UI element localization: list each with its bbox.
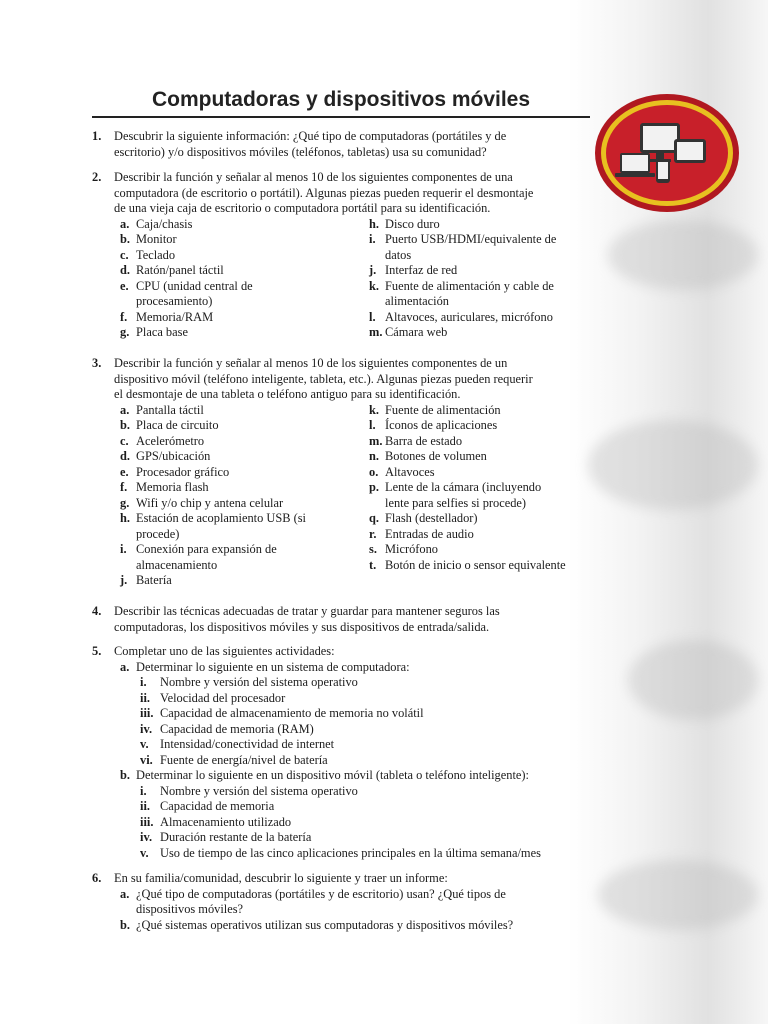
requirement-text-line: En su familia/comunidad, descubrir lo siguiente y traer un informe: [114, 871, 448, 885]
activity-subitem: Intensidad/conectividad de internet [160, 737, 335, 751]
question-letter: b. [120, 917, 130, 932]
requirement-text-line: de una vieja caja de escritorio o computadora portátil para su identificación. [114, 201, 491, 215]
activity-subitem: Uso de tiempo de las cinco aplicaciones principales en la última semana/mes [160, 845, 541, 860]
component-letter: o. [369, 464, 379, 479]
component-name: Monitor [136, 232, 177, 246]
question-letter: a. [120, 886, 130, 901]
component-letter: i. [369, 232, 376, 246]
component-name: Caja/chasis [136, 216, 193, 231]
component-name: Micrófono [385, 542, 438, 556]
component-letter: c. [120, 433, 129, 448]
component-name: datos [385, 247, 412, 262]
component-letter: t. [369, 557, 377, 572]
requirement-text-line: dispositivo móvil (teléfono inteligente, tableta, etc.). Algunas piezas pueden requerir [114, 371, 533, 386]
component-name: Placa de circuito [136, 418, 219, 432]
component-name: Fuente de alimentación y cable de [385, 278, 554, 293]
component-name: Altavoces [385, 464, 435, 479]
component-letter: j. [369, 263, 377, 277]
requirement-number: 1. [92, 129, 102, 143]
component-name: Puerto USB/HDMI/equivalente de [385, 232, 557, 246]
component-name: lente para selfies si procede) [385, 495, 527, 510]
requirement-text-line: computadora (de escritorio o portátil). Algunas piezas pueden requerir el desmontaje [114, 185, 534, 200]
activity-subitem: Duración restante de la batería [160, 830, 312, 844]
component-letter: g. [120, 325, 130, 339]
activity-subitem: Capacidad de memoria (RAM) [160, 721, 314, 736]
roman-numeral: iii. [140, 706, 154, 720]
component-name: Altavoces, auriculares, micrófono [385, 309, 553, 324]
activity-subitem: Capacidad de almacenamiento de memoria no volátil [160, 706, 424, 720]
component-name: Fuente de alimentación [385, 402, 501, 417]
component-name: alimentación [385, 294, 449, 308]
requirement-number: 5. [92, 644, 102, 658]
question-text: dispositivos móviles? [136, 902, 244, 916]
requirement-text-line: Describir la función y señalar al menos 10 de los siguientes componentes de una [114, 170, 513, 184]
component-letter: e. [120, 278, 129, 293]
component-name: Placa base [136, 325, 188, 339]
roman-numeral: v. [140, 737, 149, 751]
component-name: almacenamiento [136, 557, 218, 572]
component-name: Botones de volumen [385, 449, 487, 463]
component-name: procesamiento) [136, 294, 213, 308]
activity-letter: b. [120, 768, 130, 782]
component-name: Pantalla táctil [136, 402, 204, 417]
component-name: procede) [136, 526, 180, 541]
title-rule [92, 116, 590, 118]
component-name: Acelerómetro [136, 433, 205, 448]
activity-text: Determinar lo siguiente en un sistema de computadora: [136, 659, 410, 674]
component-letter: k. [369, 278, 379, 293]
activity-subitem: Velocidad del procesador [160, 690, 286, 705]
component-name: Flash (destellador) [385, 511, 478, 525]
requirement-number: 6. [92, 871, 102, 885]
component-letter: m. [369, 433, 383, 448]
component-letter: b. [120, 418, 130, 432]
activity-subitem: Fuente de energía/nivel de batería [160, 752, 328, 767]
component-letter: i. [120, 542, 127, 556]
component-name: Íconos de aplicaciones [385, 418, 498, 432]
roman-numeral: i. [140, 783, 147, 798]
component-letter: k. [369, 402, 379, 417]
component-letter: j. [120, 573, 128, 587]
roman-numeral: iv. [140, 721, 153, 736]
requirement-text-line: Descubrir la siguiente información: ¿Qué tipo de computadoras (portátiles y de [114, 129, 507, 143]
roman-numeral: i. [140, 675, 147, 689]
component-letter: f. [120, 480, 128, 494]
computers-badge-icon [594, 93, 740, 213]
requirement-text-line: escritorio) y/o dispositivos móviles (teléfonos, tabletas) usa su comunidad? [114, 144, 487, 159]
component-name: Wifi y/o chip y antena celular [136, 495, 284, 510]
component-name: Batería [136, 573, 172, 587]
activity-subitem: Capacidad de memoria [160, 799, 275, 813]
activity-letter: a. [120, 659, 130, 674]
component-name: CPU (unidad central de [136, 278, 253, 293]
requirement-number: 2. [92, 170, 102, 184]
component-letter: h. [120, 511, 130, 525]
component-letter: s. [369, 542, 377, 556]
component-name: Disco duro [385, 216, 440, 231]
component-letter: g. [120, 495, 130, 510]
component-name: Cámara web [385, 325, 448, 339]
component-letter: e. [120, 464, 129, 479]
component-name: Ratón/panel táctil [136, 263, 224, 277]
question-text: ¿Qué sistemas operativos utilizan sus computadoras y dispositivos móviles? [136, 917, 514, 932]
component-letter: r. [369, 526, 377, 541]
component-name: Barra de estado [385, 433, 463, 448]
roman-numeral: ii. [140, 690, 150, 705]
component-letter: d. [120, 449, 130, 463]
roman-numeral: iii. [140, 814, 154, 829]
roman-numeral: vi. [140, 752, 153, 767]
component-name: Estación de acoplamiento USB (si [136, 511, 306, 525]
component-name: Interfaz de red [385, 263, 458, 277]
component-letter: q. [369, 511, 379, 525]
requirement-text-line: computadoras, los dispositivos móviles y sus dispositivos de entrada/salida. [114, 619, 490, 634]
requirement-number: 4. [92, 604, 102, 618]
component-name: Entradas de audio [385, 526, 474, 541]
activity-subitem: Almacenamiento utilizado [160, 814, 292, 829]
component-letter: l. [369, 418, 376, 432]
activity-text: Determinar lo siguiente en un dispositivo móvil (tableta o teléfono inteligente): [136, 768, 529, 782]
roman-numeral: iv. [140, 830, 153, 844]
component-letter: l. [369, 309, 376, 324]
requirement-text-line: Completar uno de las siguientes actividades: [114, 644, 335, 658]
question-text: ¿Qué tipo de computadoras (portátiles y de escritorio) usan? ¿Qué tipos de [136, 886, 506, 901]
requirement-text-line: Describir la función y señalar al menos 10 de los siguientes componentes de un [114, 356, 508, 370]
requirement-text-line: el desmontaje de una tableta o teléfono antiguo para su identificación. [114, 387, 461, 401]
requirement-text-line: Describir las técnicas adecuadas de tratar y guardar para mantener seguros las [114, 604, 500, 618]
activity-subitem: Nombre y versión del sistema operativo [160, 783, 358, 798]
component-name: Conexión para expansión de [136, 542, 277, 556]
page-title: Computadoras y dispositivos móviles [151, 88, 531, 111]
component-letter: n. [369, 449, 379, 463]
component-name: Memoria flash [136, 480, 209, 494]
component-letter: c. [120, 247, 129, 262]
component-name: Procesador gráfico [136, 464, 230, 479]
component-name: Botón de inicio o sensor equivalente [385, 557, 566, 572]
roman-numeral: v. [140, 845, 149, 860]
component-letter: p. [369, 480, 379, 494]
requirement-number: 3. [92, 356, 102, 370]
roman-numeral: ii. [140, 799, 150, 813]
component-name: Teclado [136, 247, 176, 262]
component-letter: m. [369, 325, 383, 339]
component-letter: b. [120, 232, 130, 246]
component-name: Memoria/RAM [136, 309, 214, 324]
activity-subitem: Nombre y versión del sistema operativo [160, 675, 358, 689]
component-letter: h. [369, 216, 379, 231]
component-letter: a. [120, 402, 130, 417]
component-name: GPS/ubicación [136, 449, 211, 463]
component-letter: f. [120, 309, 128, 324]
component-name: Lente de la cámara (incluyendo [385, 480, 542, 494]
component-letter: a. [120, 216, 130, 231]
component-letter: d. [120, 263, 130, 277]
